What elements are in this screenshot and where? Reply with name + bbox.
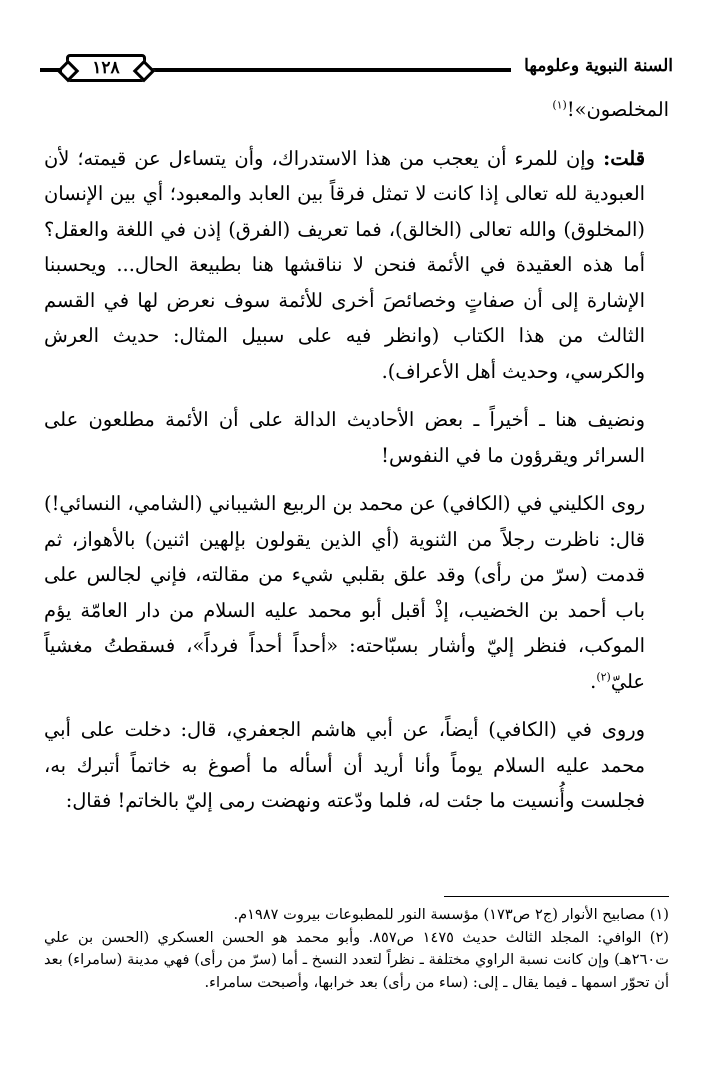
qultu-label: قلت: (603, 146, 645, 170)
page-number-ornament (66, 54, 146, 82)
footnote-separator (444, 896, 669, 897)
paragraph-2: ونضيف هنا ـ أخيراً ـ بعض الأحاديث الدالة على أن الأئمة مطلعون على السرائر ويقرؤون ما في النفوس! (44, 408, 645, 467)
page-number: ١٢٨ (92, 58, 120, 78)
running-title: السنة النبوية وعلومها (524, 56, 673, 76)
paragraph-1: قلت: وإن للمرء أن يعجب من هذا الاستدراك، وأن يتساءل عن قيمته؛ لأن العبودية لله تعالى إذا كانت لا تمثل فرقاً بين العابد والمعبود؛ أي بين الإنسان (المخلوق) والله تعالى (الخالق)، فما تعريف (الفرق) إذن في اللغة والعقل؟ أما هذه العقيدة في الأئمة فنحن لا نناقشها هنا بطبيعة الحال... ويحسبنا الإشارة إلى أن صفاتٍ وخصائصَ أخرى للأئمة سوف نعرض لها في القسم الثالث من هذا الكتاب (وانظر فيه على سبيل المثال: حديث العرش والكرسي، وحديث أهل الأعراف). (44, 146, 645, 383)
page-header (40, 52, 673, 92)
body-text (44, 92, 669, 819)
footnote-ref-2: (٢) (596, 670, 611, 684)
paragraph-3: روى الكليني في (الكافي) عن محمد بن الربيع الشيباني (الشامي، النسائي!) قال: ناظرت رجلاً من الثنوية (أي الذين يقولون بإلهين اثنين) بالأهواز، ثم قدمت (سرّ من رأى) وقد علق بقلبي شيء من مقالته، فإني لجالس على باب أحمد بن الخضيب، إذْ أقبل أبو محمد عليه السلام من دار العامّة يؤم الموكب، فنظر إليّ وأشار بسبّاحته: «أحداً أحداً فرداً»، فسقطتُ مغشياً عليّ$^{(٢)}$. (44, 492, 645, 693)
footnotes (44, 904, 669, 994)
paragraph-continued: المخلصون»!$^{(١)}$ (552, 98, 669, 121)
footnote-ref-1: (١) (552, 98, 567, 112)
footnote-2: (٢) الوافي: المجلد الثالث حديث ١٤٧٥ ص٨٥٧. وأبو محمد هو الحسن العسكري (الحسن بن علي ت٢٦٠هـ) وإن كانت نسبة الراوي مختلفة ـ نظراً لتعدد النسخ ـ أما (سرّ من رأى) فهي مدينة (سامراء) بعد أن تحوّر اسمها ـ فيما يقال ـ إلى: (ساء من رأى) بعد خرابها، وأصبحت سامراء. (44, 928, 669, 991)
header-rule (150, 68, 511, 72)
paragraph-4: وروى في (الكافي) أيضاً، عن أبي هاشم الجعفري، قال: دخلت على أبي محمد عليه السلام يوماً وأنا أريد أن أسأله ما أصوغ به خاتماً أتبرك به، فجلست وأُنسيت ما جئت له، فلما ودّعته ونهضت رمى إليّ بالخاتم! فقال: (44, 718, 645, 812)
footnote-1: (١) مصابيح الأنوار (ج٢ ص١٧٣) مؤسسة النور للمطبوعات بيروت ١٩٨٧م. (233, 906, 669, 923)
header-rule-end (40, 68, 62, 72)
